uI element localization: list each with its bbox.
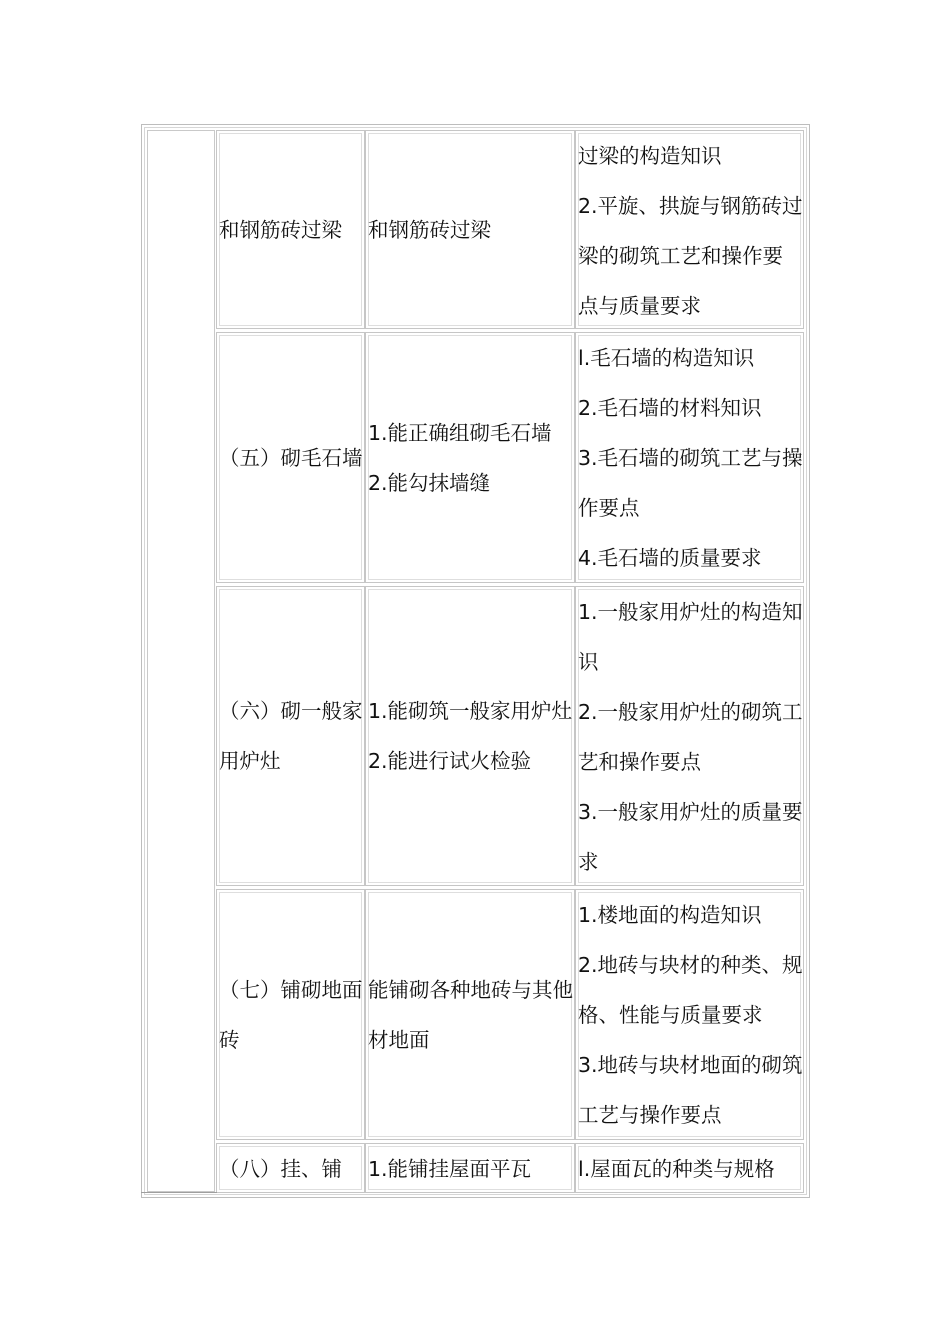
- table-cell-skills: [365, 586, 575, 886]
- knowledge-text: 1.一般家用炉灶的构造知识: [578, 600, 803, 674]
- skill-text: 1.能铺挂屋面平瓦: [368, 1157, 532, 1181]
- knowledge-text: l.屋面瓦的种类与规格: [578, 1157, 775, 1181]
- table-cell-topic: [216, 332, 365, 583]
- topic-text: （五）砌毛石墙: [219, 445, 363, 470]
- skill-text: 和钢筋砖过梁: [368, 217, 491, 242]
- skill-text: 2.能勾抹墙缝: [368, 470, 491, 495]
- table-cell-knowledge: [575, 130, 804, 329]
- knowledge-text: l.毛石墙的构造知识: [578, 346, 755, 370]
- table-cell-knowledge: [575, 1143, 804, 1193]
- skill-text: 能铺砌各种地砖与其他材地面: [368, 977, 573, 1052]
- knowledge-text: 1.楼地面的构造知识: [578, 903, 762, 927]
- table-cell-topic: [216, 889, 365, 1140]
- skill-text: 1.能砌筑一般家用炉灶: [368, 699, 573, 723]
- table-bottom-rule: [141, 1192, 217, 1193]
- table-cell-skills: [365, 130, 575, 329]
- knowledge-text: 过梁的构造知识: [578, 144, 722, 168]
- table-cell-skills: [365, 332, 575, 583]
- knowledge-text: 2.一般家用炉灶的砌筑工艺和操作要点: [578, 700, 803, 774]
- skill-text: 2.能进行试火检验: [368, 749, 532, 773]
- topic-text: （七）铺砌地面砖: [219, 977, 363, 1052]
- table-cell-topic: [216, 1143, 365, 1193]
- table-cell-knowledge: [575, 586, 804, 886]
- table-cell-topic: [216, 586, 365, 886]
- table-cell-skills: [365, 1143, 575, 1193]
- table-left-column: [147, 130, 215, 1192]
- knowledge-text: 3.地砖与块材地面的砌筑工艺与操作要点: [578, 1053, 803, 1127]
- topic-text: 和钢筋砖过梁: [219, 217, 342, 242]
- table-cell-skills: [365, 889, 575, 1140]
- knowledge-text: 4.毛石墙的质量要求: [578, 546, 762, 570]
- table-cell-knowledge: [575, 332, 804, 583]
- skill-text: 1.能正确组砌毛石墙: [368, 420, 552, 445]
- knowledge-text: 3.一般家用炉灶的质量要求: [578, 800, 803, 874]
- knowledge-text: 3.毛石墙的砌筑工艺与操作要点: [578, 446, 803, 520]
- knowledge-text: 2.地砖与块材的种类、规格、性能与质量要求: [578, 953, 803, 1027]
- table-cell-knowledge: [575, 889, 804, 1140]
- table-cell-topic: [216, 130, 365, 329]
- topic-text: （八）挂、铺: [219, 1157, 342, 1181]
- topic-text: （六）砌一般家用炉灶: [219, 699, 363, 773]
- knowledge-text: 2.毛石墙的材料知识: [578, 396, 762, 420]
- knowledge-text: 2.平旋、拱旋与钢筋砖过梁的砌筑工艺和操作要点与质量要求: [578, 194, 803, 318]
